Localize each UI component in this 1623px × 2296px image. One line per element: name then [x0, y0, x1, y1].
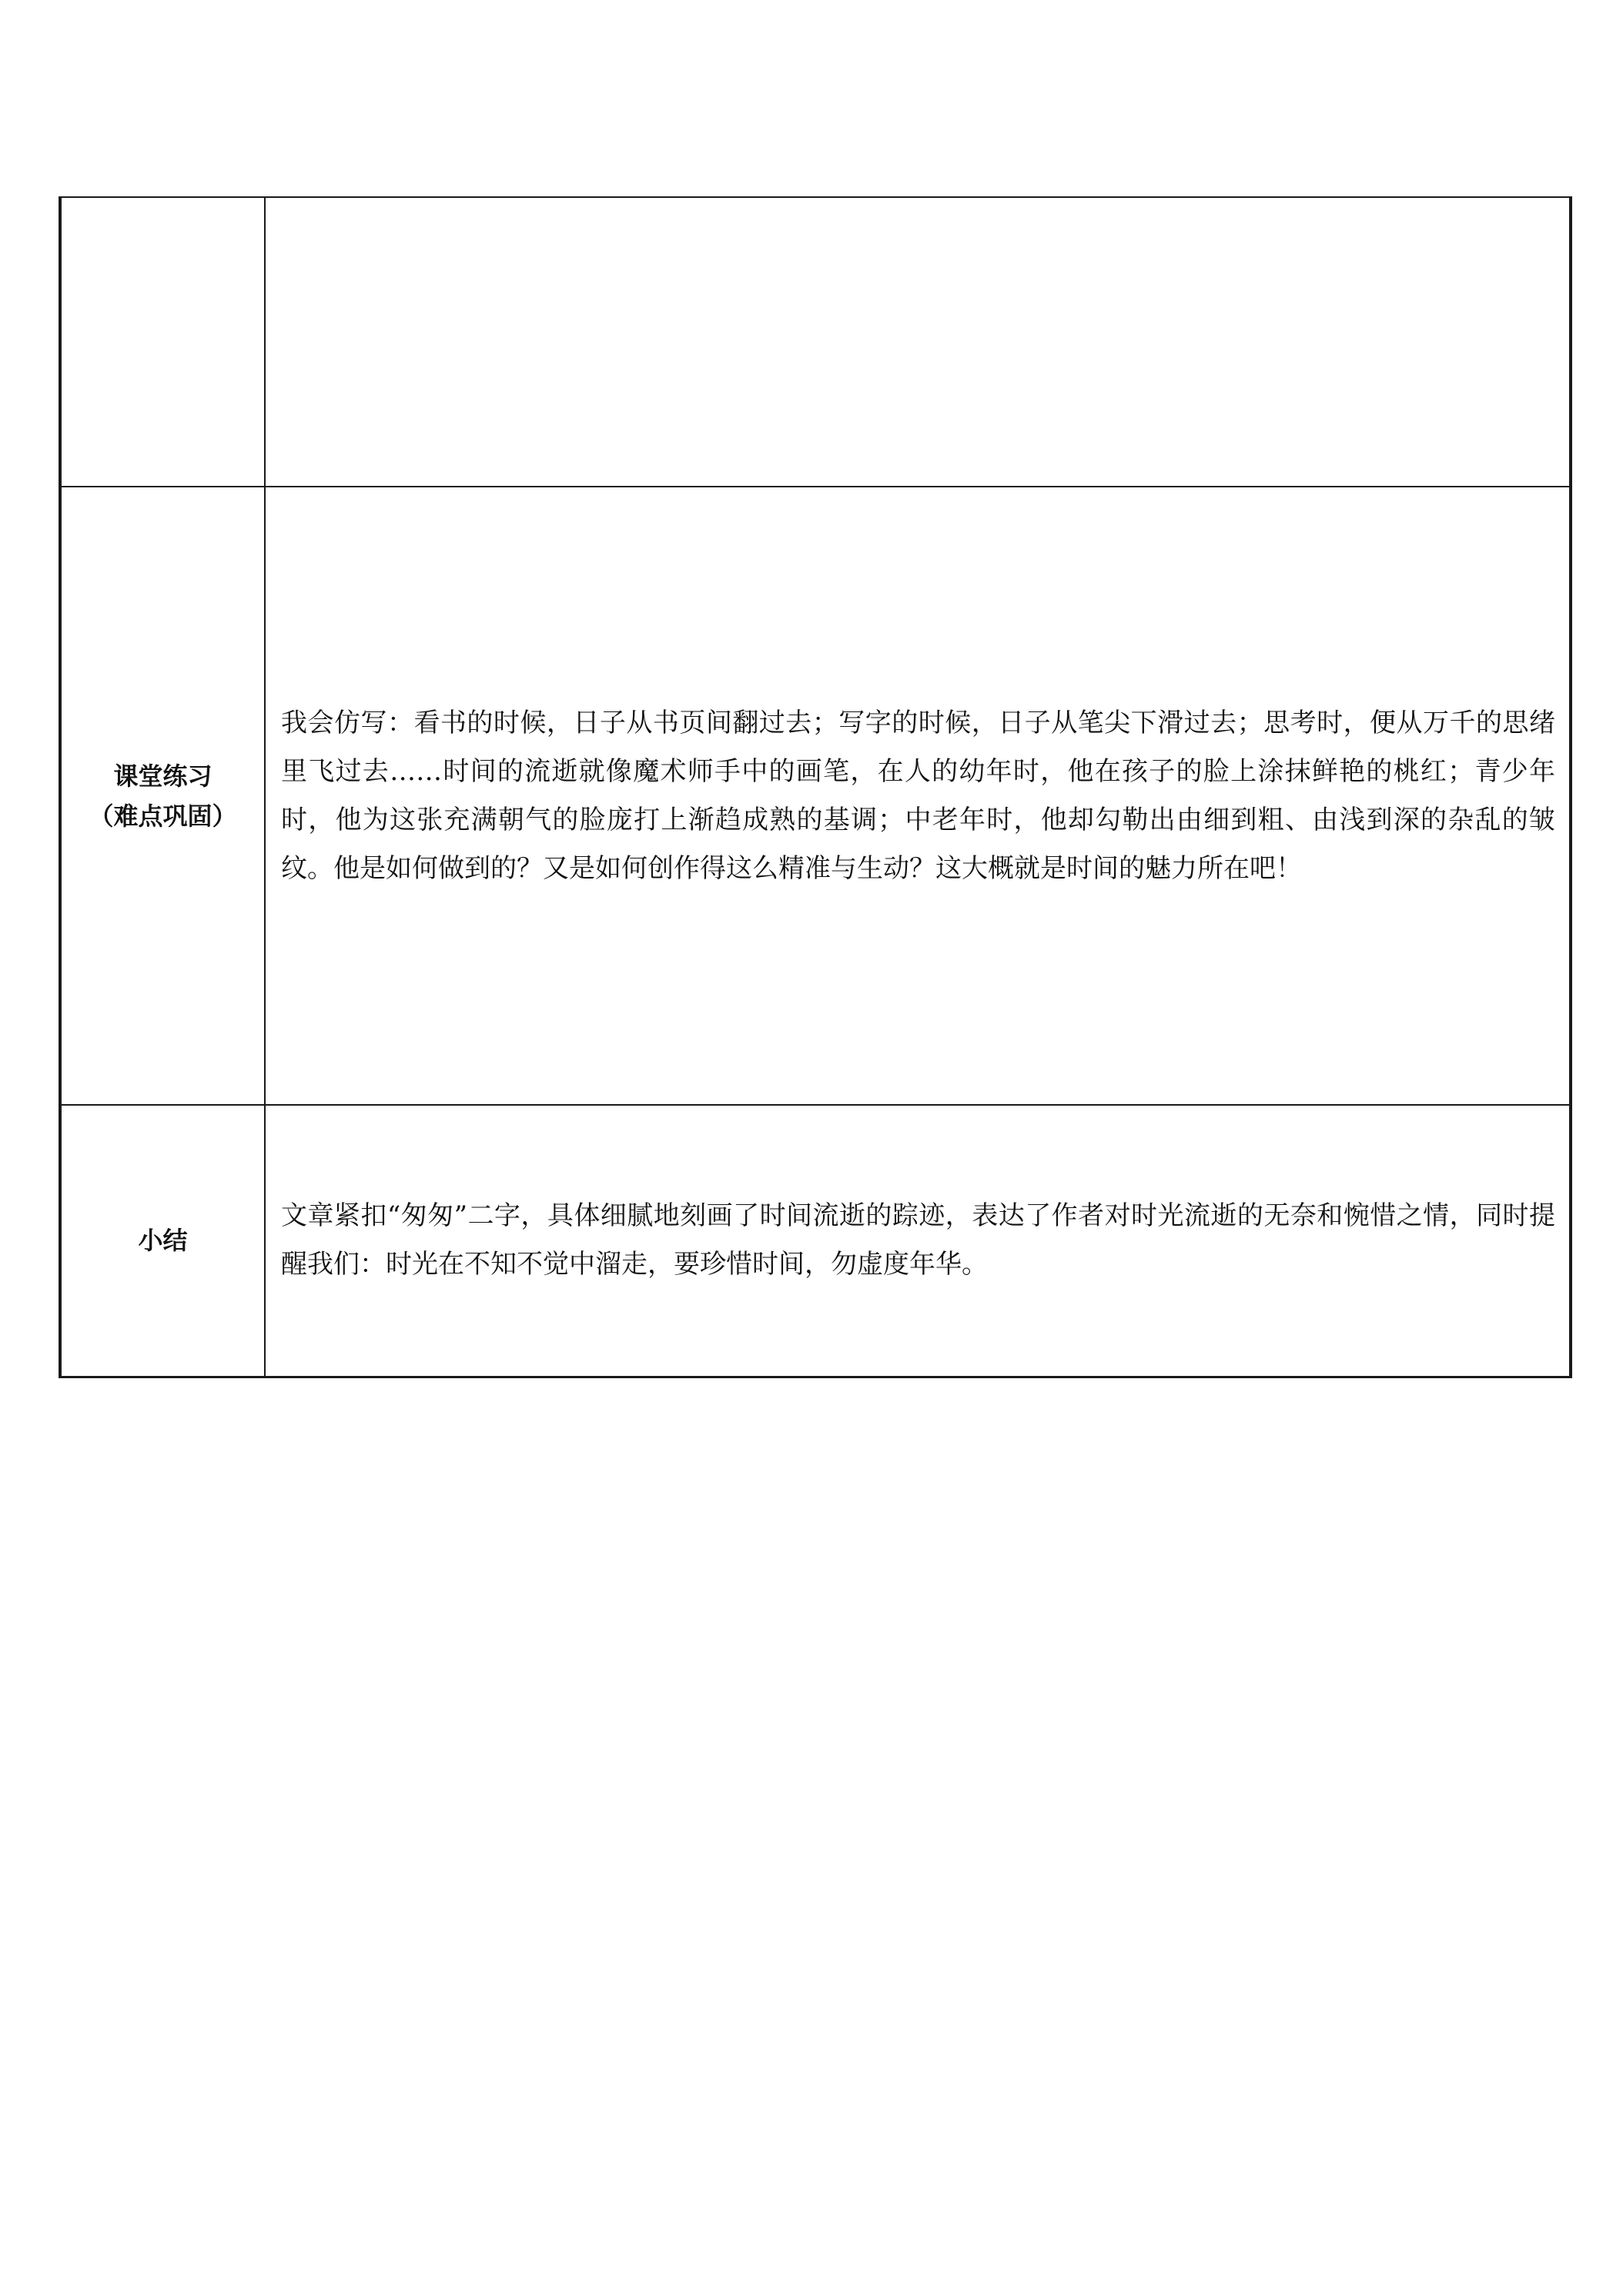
- table-row-classroom-practice: [60, 487, 1571, 1105]
- lesson-plan-table: [59, 196, 1572, 1378]
- row-label: 小结: [138, 1226, 188, 1256]
- row-content-cell: [265, 487, 1571, 1105]
- practice-text: 我会仿写：看书的时候，日子从书页间翻过去；写字的时候，日子从笔尖下滑过去；思考时，便从万千的思绪里飞过去……时间的流逝就像魔术师手中的画笔，在人的幼年时，他在孩子的脸上涂抹鲜艳的桃红；青少年时，他为这张充满朝气的脸庞打上渐趋成熟的基调；中老年时，他却勾勒出由细到粗、由浅到深的杂乱的皱纹。他是如何做到的？又是如何创作得这么精准与生动？这大概就是时间的魅力所在吧！: [281, 707, 1555, 884]
- row-label-sub: （难点巩固）: [89, 801, 237, 831]
- summary-text: 文章紧扣“匆匆”二字，具体细腻地刻画了时间流逝的踪迹，表达了作者对时光流逝的无奈和惋惜之情，同时提醒我们：时光在不知不觉中溜走，要珍惜时间，勿虚度年华。: [281, 1200, 1555, 1280]
- row-label-cell: [60, 487, 265, 1105]
- table-row-empty: [60, 197, 1571, 487]
- row-label-cell: [60, 197, 265, 487]
- row-content-cell: [265, 197, 1571, 487]
- row-label-cell: [60, 1105, 265, 1377]
- row-label: 课堂练习: [113, 761, 212, 791]
- table-row-summary: [60, 1105, 1571, 1377]
- row-content-cell: [265, 1105, 1571, 1377]
